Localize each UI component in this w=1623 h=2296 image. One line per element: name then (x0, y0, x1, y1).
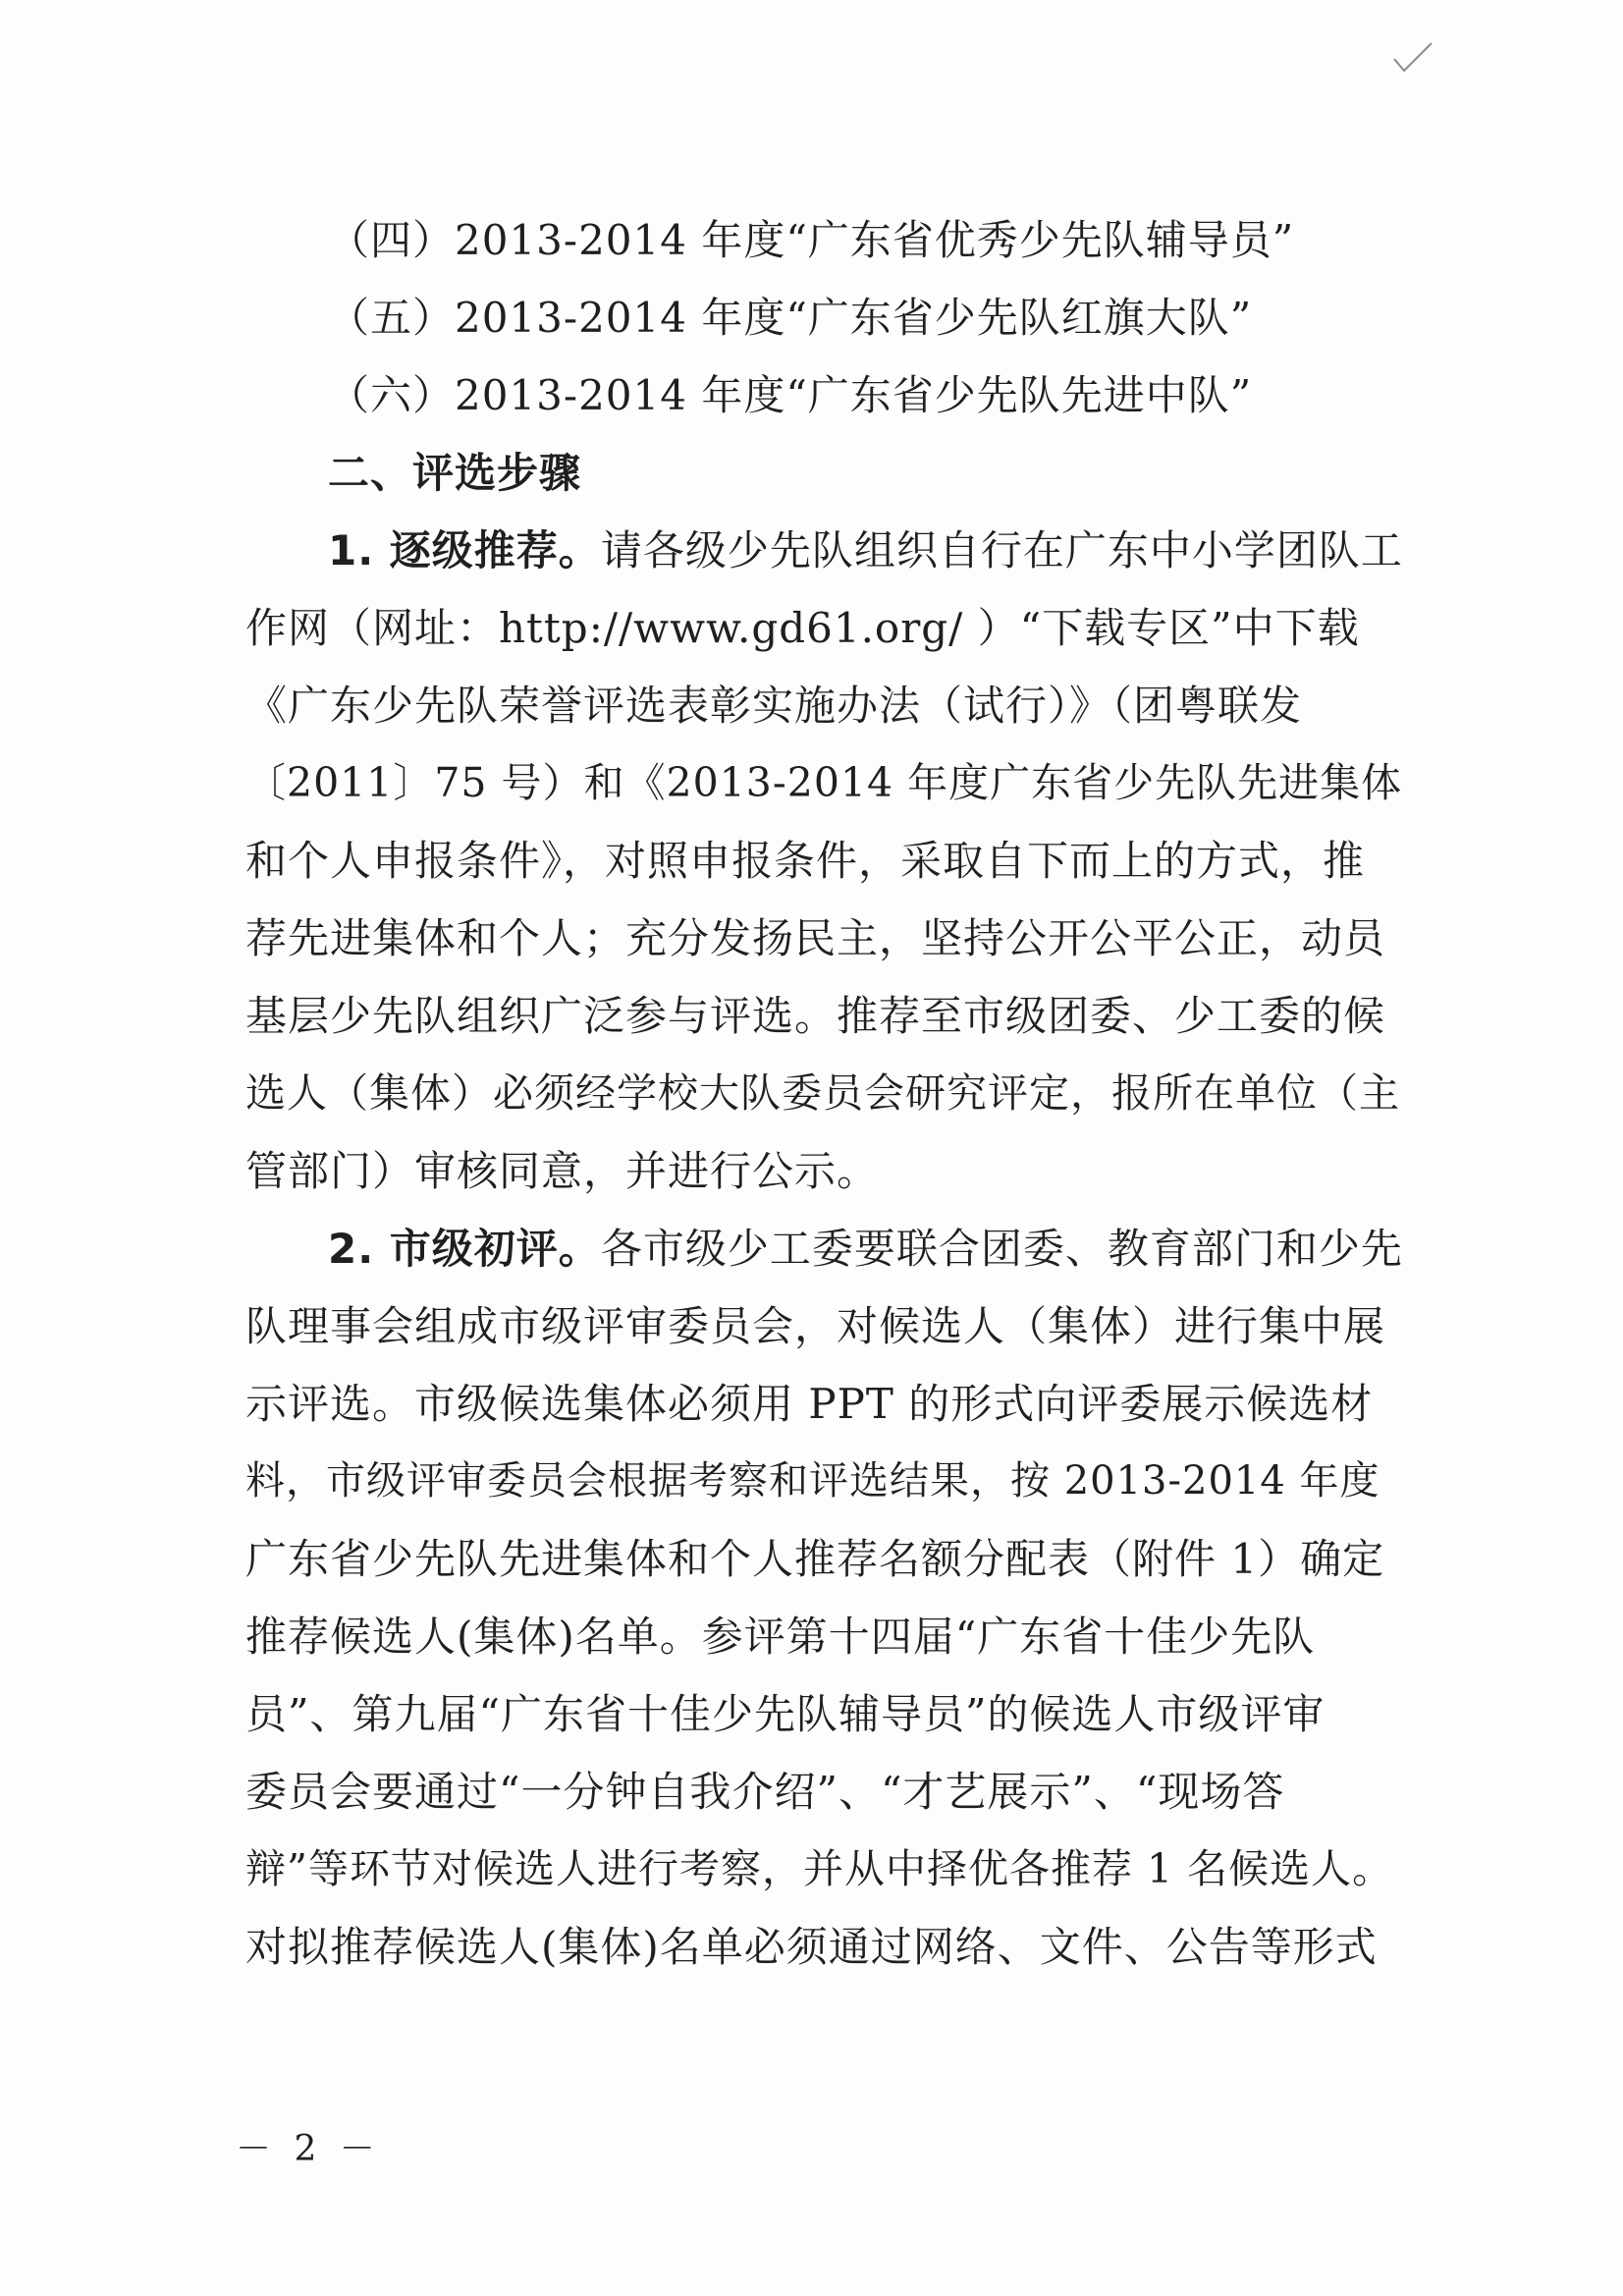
step2-line: 广东省少先队先进集体和个人推荐名额分配表（附件 1）确定 (245, 1535, 1385, 1583)
step2-line: 料，市级评审委员会根据考察和评选结果，按 2013-2014 年度 (245, 1458, 1380, 1503)
step1-line: 荐先进集体和个人；充分发扬民主，坚持公开公平公正，动员 (245, 914, 1386, 962)
step1-first-line (245, 512, 1404, 589)
step1-line: 〔2011〕75 号）和《2013-2014 年度广东省少先队先进集体 (245, 759, 1403, 806)
step1-last-line: 管部门）审核同意，并进行公示。 (245, 1147, 880, 1195)
step2-line: 示评选。市级候选集体必须用 PPT 的形式向评委展示候选材 (245, 1380, 1374, 1428)
list-item-5: （五）2013-2014 年度“广东省少先队红旗大队” (328, 294, 1253, 342)
step1-line: 选人（集体）必须经学校大队委员会研究评定，报所在单位（主 (245, 1069, 1400, 1117)
step2-line: 辩”等环节对候选人进行考察，并从中择优各推荐 1 名候选人。 (245, 1845, 1394, 1892)
step2-line: 员”、第九届“广东省十佳少先队辅导员”的候选人市级评审 (245, 1690, 1325, 1738)
step1-line: 《广东少先队荣誉评选表彰实施办法（试行）》（团粤联发 (245, 682, 1303, 730)
step1-first-line-text: 请各级少先队组织自行在广东中小学团队工 (600, 526, 1403, 574)
step1-line: 作网（网址：http://www.gd61.org/ ）“下载专区”中下载 (245, 604, 1360, 652)
step1-line: 基层少先队组织广泛参与评选。推荐至市级团委、少工委的候 (245, 992, 1386, 1040)
scan-mark-icon (1384, 37, 1443, 77)
step2-line: 委员会要通过“一分钟自我介绍”、“才艺展示”、“现场答 (245, 1768, 1285, 1816)
step2-first-line (245, 1210, 1404, 1287)
step2-line: 对拟推荐候选人(集体)名单必须通过网络、文件、公告等形式 (245, 1923, 1378, 1971)
list-item-6: （六）2013-2014 年度“广东省少先队先进中队” (328, 371, 1253, 419)
section-heading: 二、评选步骤 (328, 449, 582, 497)
step1-lead: 1. 逐级推荐。 (328, 526, 601, 574)
list-item-4: （四）2013-2014 年度“广东省优秀少先队辅导员” (328, 216, 1295, 264)
step1-line: 和个人申报条件》，对照申报条件，采取自下而上的方式，推 (245, 837, 1366, 885)
page-number: － 2 － (236, 2129, 381, 2169)
step2-first-line-text: 各市级少工委要联合团委、教育部门和少先 (600, 1225, 1403, 1273)
document-body (245, 201, 1404, 1986)
step2-lead: 2. 市级初评。 (328, 1225, 601, 1273)
step2-line: 队理事会组成市级评审委员会，对候选人（集体）进行集中展 (245, 1302, 1386, 1350)
step2-line: 推荐候选人(集体)名单。参评第十四届“广东省十佳少先队 (245, 1613, 1316, 1661)
